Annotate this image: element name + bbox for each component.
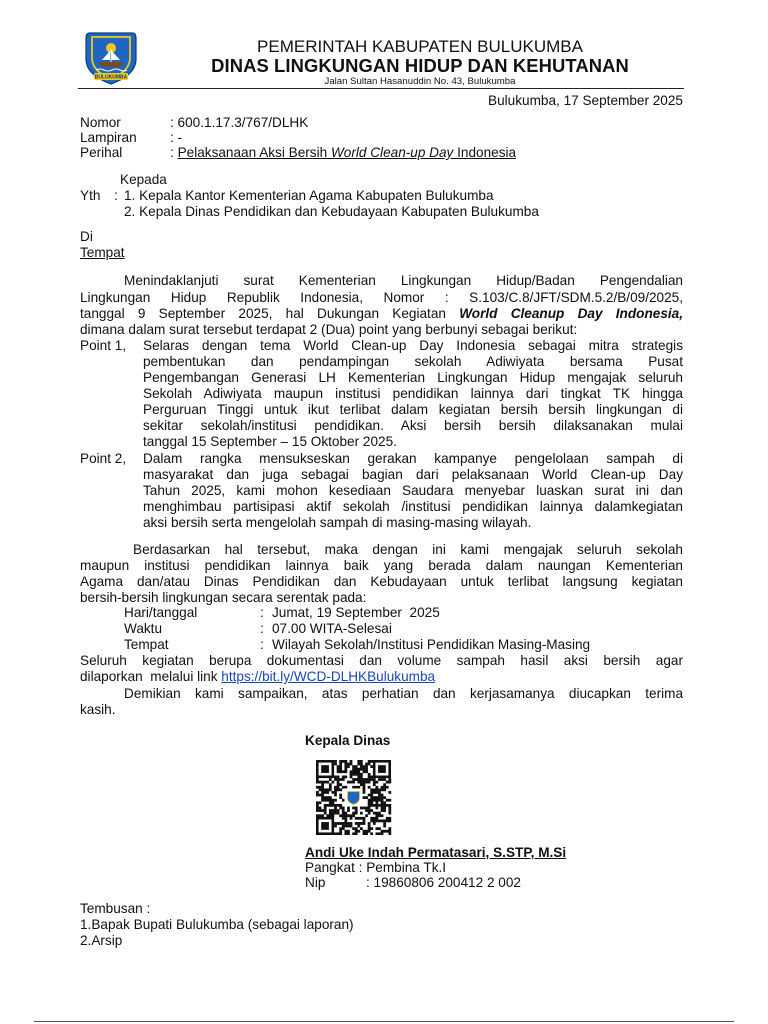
point1-line: Pengembangan Generasi LH Kementerian Lingkungan Hidup mengajak seluruh <box>143 370 683 385</box>
header-agency: DINAS LINGKUNGAN HIDUP DAN KEHUTANAN <box>211 55 629 76</box>
schedule-label: Tempat <box>124 637 169 652</box>
para1-line1: Menindaklanjuti surat Kementerian Lingkungan Hidup/Badan Pengendalian <box>124 273 683 288</box>
kepada-label: Kepada <box>120 172 167 187</box>
lampiran-value: : - <box>170 130 183 145</box>
signature-qr-code <box>309 760 399 835</box>
signatory-nip-label: Nip <box>305 875 326 890</box>
recipient-2: 2. Kepala Dinas Pendidikan dan Kebudayaan Kabupaten Bulukumba <box>124 204 539 219</box>
letter-date: Bulukumba, 17 September 2025 <box>488 93 683 108</box>
point1-line: Sekolah Adiwiyata maupun institusi pendidikan lainnya dari tingkat TK hingga <box>143 386 683 401</box>
logo-text: BULUKUMBA <box>94 74 128 81</box>
para1-line3 <box>80 306 683 322</box>
nomor-value: : 600.1.17.3/767/DLHK <box>170 115 309 130</box>
signatory-nip: : 19860806 200412 2 002 <box>366 875 521 890</box>
schedule-sep: : <box>260 637 264 652</box>
cc-title: Tembusan : <box>80 901 151 916</box>
nomor-label: Nomor <box>80 115 121 130</box>
para1-line2: Lingkungan Hidup Republik Indonesia, Nomor : S.103/C.8/JFT/SDM.5.2/B/09/2025, <box>80 290 683 305</box>
tempat-label: Tempat <box>80 245 125 260</box>
header-divider <box>78 88 684 89</box>
schedule-label: Hari/tanggal <box>124 605 198 620</box>
para2-line: Berdasarkan hal tersebut, maka dengan ini kami mengajak seluruh sekolah <box>133 542 683 557</box>
regency-logo <box>80 29 142 87</box>
para3-line2 <box>80 669 435 685</box>
point2-label: Point 2, <box>80 451 127 466</box>
signatory-rank: Pangkat : Pembina Tk.I <box>305 860 447 875</box>
point2-line: masyarakat dan juga sebagai bagian dari pelaksanaan World Clean-up Day <box>143 467 683 482</box>
cc-item: 2.Arsip <box>80 933 123 948</box>
lampiran-label: Lampiran <box>80 130 137 145</box>
point2-line: Tahun 2025, kami mohon kesediaan Saudara menyebar luaskan surat ini dan <box>143 483 683 498</box>
point1-line: Selaras dengan tema World Clean-up Day Indonesia sebagai mitra strategis <box>143 338 683 353</box>
header-government: PEMERINTAH KABUPATEN BULUKUMBA <box>257 37 583 56</box>
point1-line: Perguruan Tinggi untuk ikut terlibat dalam kegiatan bersih bersih lingkungan di <box>143 402 683 417</box>
signatory-name: Andi Uke Indah Permatasari, S.STP, M.Si <box>305 845 567 860</box>
perihal-text-post: Indonesia <box>453 145 517 160</box>
para2-line: bersih-bersih lingkungan secara serentak pada: <box>80 590 367 605</box>
point1-line: tanggal 15 September – 15 Oktober 2025. <box>143 434 397 449</box>
schedule-label: Waktu <box>124 621 163 636</box>
report-link[interactable]: https://bit.ly/WCD-DLHKBulukumba <box>221 669 436 684</box>
para1-line3-text: tanggal 9 September 2025, hal Dukungan Kegiatan <box>80 306 460 321</box>
para3-line1: Seluruh kegiatan berupa dokumentasi dan volume sampah hasil aksi bersih agar <box>80 653 683 668</box>
para2-line: maupun institusi pendidikan lainnya baik yang berada dalam naungan Kementerian <box>80 558 683 573</box>
closing-line2: kasih. <box>80 702 116 717</box>
schedule-sep: : <box>260 605 264 620</box>
page-bottom-line <box>34 1021 734 1022</box>
point1-line: pembentukan dan pendampingan sekolah Adiwiyata bersama Pusat <box>143 354 683 369</box>
point1-label: Point 1, <box>80 338 127 353</box>
perihal-text-italic: World Clean-up Day <box>330 145 454 160</box>
perihal-label: Perihal <box>80 145 123 160</box>
yth-label: Yth <box>80 188 101 203</box>
event-name-bold: World Cleanup Day Indonesia, <box>459 306 683 321</box>
schedule-value: Wilayah Sekolah/Institusi Pendidikan Masing-Masing <box>272 637 591 652</box>
yth-colon: : <box>114 188 118 203</box>
header-address: Jalan Sultan Hasanuddin No. 43, Bulukumba <box>324 76 516 87</box>
closing-line1: Demikian kami sampaikan, atas perhatian dan kerjasamanya diucapkan terima <box>124 686 683 701</box>
perihal-colon: : <box>170 145 178 160</box>
schedule-sep: : <box>260 621 264 636</box>
signatory-title: Kepala Dinas <box>305 733 391 748</box>
point2-line: Dalam rangka mensukseskan gerakan kampanye pengelolaan sampah di <box>143 451 683 466</box>
para2-line: Agama dan/atau Dinas Pendidikan dan Kebudayaan untuk terlibat langsung kegiatan <box>80 574 683 589</box>
di-label: Di <box>80 229 93 244</box>
point2-line: aksi bersih serta mengelolah sampah di masing-masing wilayah. <box>143 515 532 530</box>
recipient-1: 1. Kepala Kantor Kementerian Agama Kabupaten Bulukumba <box>124 188 494 203</box>
point2-line: menghimbau partisipasi aktif sekolah /institusi pendidikan lainnya dalamkegiatan <box>143 499 683 514</box>
para3-line2-text: dilaporkan melalui link <box>80 669 222 684</box>
cc-item: 1.Bapak Bupati Bulukumba (sebagai laporan) <box>80 917 354 932</box>
perihal-text-pre: Pelaksanaan Aksi Bersih <box>177 145 331 160</box>
point1-line: sekitar sekolah/institusi pendidikan. Aksi bersih bersih dilaksanakan mulai <box>143 418 683 433</box>
schedule-value: Jumat, 19 September 2025 <box>272 605 440 620</box>
schedule-value: 07.00 WITA-Selesai <box>272 621 392 636</box>
perihal-value <box>170 145 516 161</box>
para1-line4: dimana dalam surat tersebut terdapat 2 (Dua) point yang berbunyi sebagai berikut: <box>80 322 578 337</box>
